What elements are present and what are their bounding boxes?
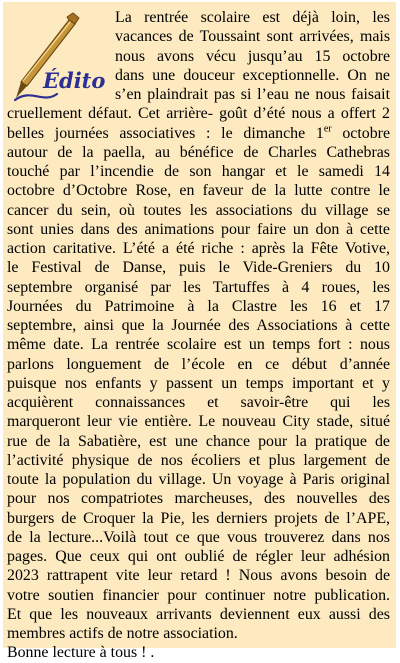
text-line: puisque nos enfants y passent un temps important et y (7, 374, 390, 392)
text-line: septembre organisé par les Tartuffes à 4 roues, les (7, 278, 390, 296)
text-line: l’activité physique de nos écoliers et plus largement de (7, 451, 390, 469)
text-line-with-superscript (7, 124, 390, 143)
closing-line: Bonne lecture à tous ! . (7, 644, 155, 662)
text-line: cruellement défaut. Cet arrière- goût d’été nous a offert 2 (7, 105, 390, 123)
text-line: Journées du Patrimoine à la Clastre les 16 et 17 (7, 297, 390, 315)
text-line: touché par l’incendie de son hangar et le samedi 14 (7, 163, 390, 180)
edito-body (7, 8, 390, 663)
page-title: Édito (43, 68, 106, 93)
text-line: cancer du sein, où toutes les associations du village se (7, 201, 390, 219)
text-segment: belles journées associatives : le dimanche 1 (7, 124, 324, 142)
text-line: de la lecture...Voilà tout ce que vous trouverez dans nos (7, 528, 390, 546)
text-line: même date. La rentrée scolaire est un temps fort : nous (7, 336, 390, 354)
superscript: er (323, 123, 332, 135)
text-line: action caritative. L’été a été riche : après la Fête Votive, (7, 240, 390, 257)
text-line: vacances de Toussaint sont arrivées, mais (115, 28, 390, 46)
text-line: s’en plaindrait pas si l’eau ne nous faisait (115, 86, 390, 103)
text-line: membres actifs de notre association. (7, 625, 238, 642)
text-line: pages. Que ceux qui ont oublié de régler leur adhésion (7, 548, 390, 565)
text-line: pour nos compatriotes marcheuses, des nouvelles des (7, 490, 390, 508)
text-line: acquièrent connaissances et savoir-être qui les (7, 394, 390, 411)
text-line: nous avons vécu jusqu’au 15 octobre (115, 47, 390, 65)
text-line: votre soutien financier pour continuer notre publication. (7, 586, 390, 604)
text-line: le Festival de Danse, puis le Vide-Greniers du 10 (7, 259, 390, 277)
text-line: marqueront leur vie entière. Le nouveau City stade, situé (7, 413, 390, 431)
text-line: 2023 rattrapent vite leur retard ! Nous avons besoin de (7, 567, 390, 585)
text-line: autour de la paella, au bénéfice de Charles Cathebras (7, 143, 390, 161)
text-line: parlons longuement de l’école en ce début d’année (7, 355, 390, 373)
text-line: sont unies dans des animations pour faire un don à cette (7, 220, 390, 238)
text-line: toute la population du village. Un voyage à Paris original (7, 471, 390, 488)
text-line: rue de la Sabatière, est une chance pour la pratique de (7, 432, 390, 450)
text-line: dans une douceur exceptionnelle. On ne (115, 66, 390, 84)
text-segment: octobre (331, 124, 390, 142)
text-line: La rentrée scolaire est déjà loin, les (115, 9, 390, 26)
text-line: burgers de Croquer la Pie, les derniers projets de l’APE, (7, 509, 390, 527)
text-line: septembre, ainsi que la Journée des Associations à cette (7, 317, 390, 334)
edito-panel (3, 2, 396, 662)
text-line: octobre d’Octobre Rose, en faveur de la lutte contre le (7, 182, 390, 200)
text-line: Et que les nouveaux arrivants deviennent eux aussi des (7, 605, 390, 623)
